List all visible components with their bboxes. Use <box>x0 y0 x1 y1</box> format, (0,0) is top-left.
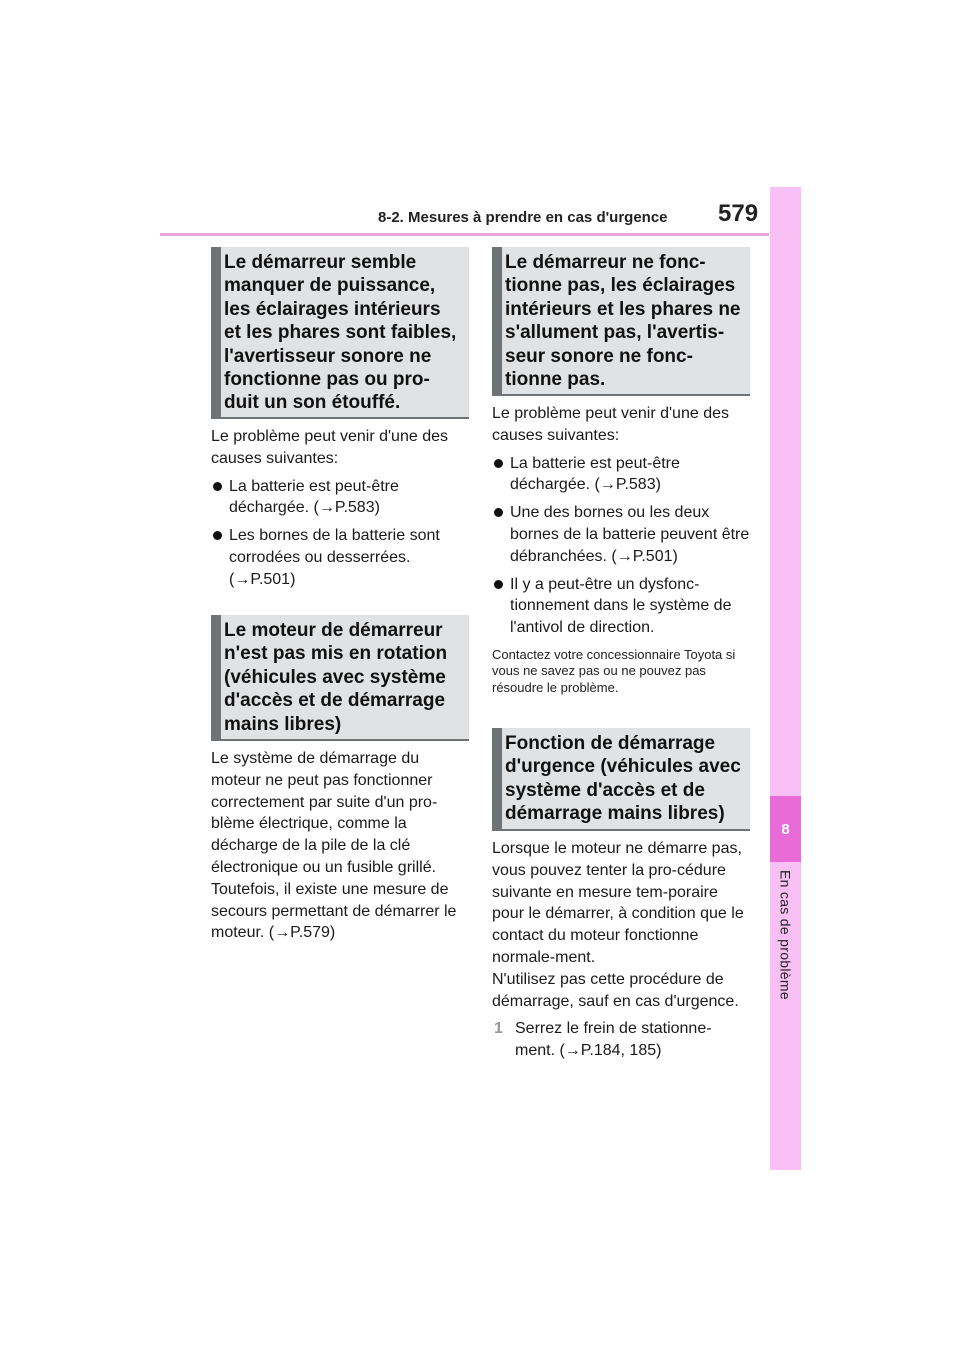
bullet-item: La batterie est peut-être déchargée. (→P.583) <box>492 453 750 497</box>
left-column <box>211 247 469 419</box>
left-section2 <box>211 615 469 741</box>
section-heading-emergency-start: Fonction de démarrage d'urgence (véhicules avec système d'accès et de démarrage mains libres) <box>492 728 750 831</box>
header-divider <box>160 233 769 236</box>
page-number: 579 <box>718 200 759 227</box>
step-text: Serrez le frein de stationne-ment. (→P.184, 185) <box>515 1020 712 1060</box>
bullet-item: Une des bornes ou les deux bornes de la batterie peuvent être débranchées. (→P.501) <box>492 502 750 567</box>
section-intro: Le problème peut venir d'une des causes suivantes: <box>211 428 448 467</box>
section-body: Le système de démarrage du moteur ne peut pas fonctionner correctement par suite d'un pro-blème électrique, comme la décharge de la pile de la clé électronique ou un fusible grillé. Toutefois, il existe une mesure de secours permettant de démarrer le moteur. (→P.579) <box>211 750 457 942</box>
chapter-label: En cas de problème <box>777 870 794 1000</box>
section-body: Lorsque le moteur ne démarre pas, vous pouvez tenter la pro-cédure suivante en mesure tem-poraire pour le démarrer, à condition que le contact du moteur fonctionne normale-ment. <box>492 840 744 966</box>
left-section1-body <box>211 426 469 591</box>
right-section3-body <box>492 403 750 696</box>
header-section-title: 8-2. Mesures à prendre en cas d'urgence <box>378 209 668 226</box>
section-heading-starter-not-working: Le démarreur ne fonc-tionne pas, les éclairages intérieurs et les phares ne s'allument pas, l'avertis-seur sonore ne fonc-tionne pas. <box>492 247 750 396</box>
procedure-step <box>492 1018 750 1062</box>
step-number: 1 <box>494 1020 503 1038</box>
left-section2-body <box>211 748 469 944</box>
right-section4-body <box>492 838 750 1062</box>
section-warning: N'utilisez pas cette procédure de démarrage, sauf en cas d'urgence. <box>492 970 739 1010</box>
section-heading-weak-starter: Le démarreur semble manquer de puissance, les éclairages intérieurs et les phares sont faibles, l'avertisseur sonore ne fonctionne pas ou pro-duit un son étouffé. <box>211 247 469 419</box>
chapter-number-badge: 8 <box>770 796 801 862</box>
right-section4 <box>492 728 750 831</box>
bullet-item: Les bornes de la batterie sont corrodées ou desserrées. (→P.501) <box>211 525 469 590</box>
right-section3 <box>492 247 750 396</box>
bullet-item: La batterie est peut-être déchargée. (→P.583) <box>211 476 469 520</box>
section-intro: Le problème peut venir d'une des causes suivantes: <box>492 405 729 444</box>
bullet-item: Il y a peut-être un dysfonc-tionnement dans le système de l'antivol de direction. <box>492 574 750 639</box>
section-heading-starter-not-rotating: Le moteur de démarreur n'est pas mis en rotation (véhicules avec système d'accès et de démarrage mains libres) <box>211 615 469 741</box>
dealer-note: Contactez votre concessionnaire Toyota si vous ne savez pas ou ne pouvez pas résoudre le problème. <box>492 646 736 695</box>
